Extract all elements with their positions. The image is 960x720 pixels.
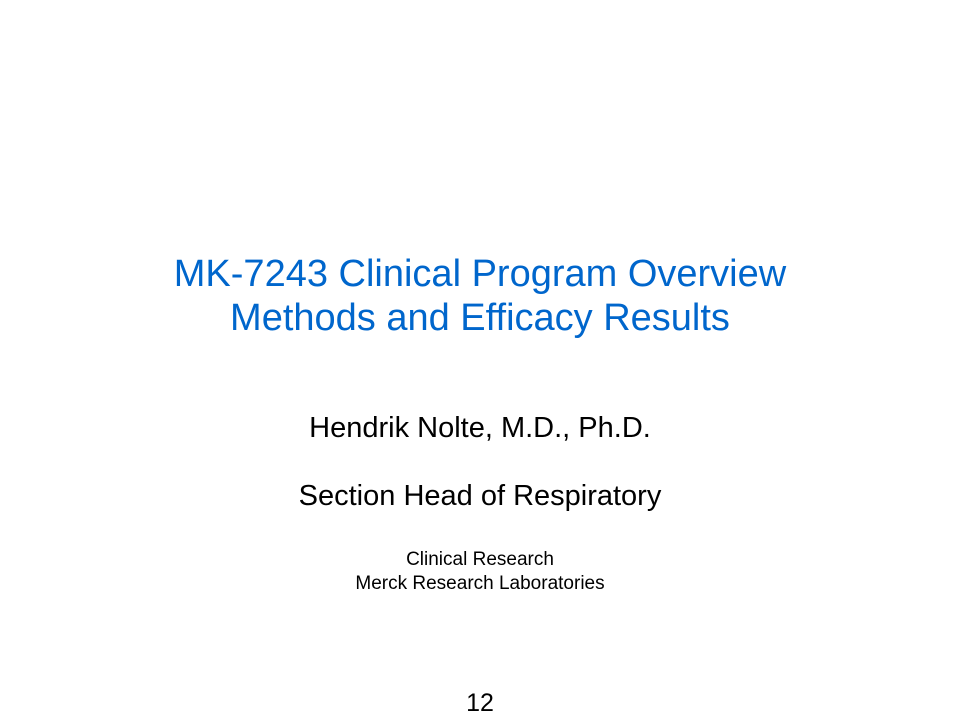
presenter-role: Section Head of Respiratory <box>298 480 662 512</box>
organization-line-2: Merck Research Laboratories <box>355 573 605 594</box>
slide-title-line-2: Methods and Efficacy Results <box>230 297 730 339</box>
organization <box>0 548 960 596</box>
organization-line-1: Clinical Research <box>406 549 554 570</box>
page-number: 12 <box>466 689 494 717</box>
slide-title <box>0 252 960 340</box>
slide-title-line-1: MK-7243 Clinical Program Overview <box>173 253 787 295</box>
presenter-name: Hendrik Nolte, M.D., Ph.D. <box>309 412 651 444</box>
